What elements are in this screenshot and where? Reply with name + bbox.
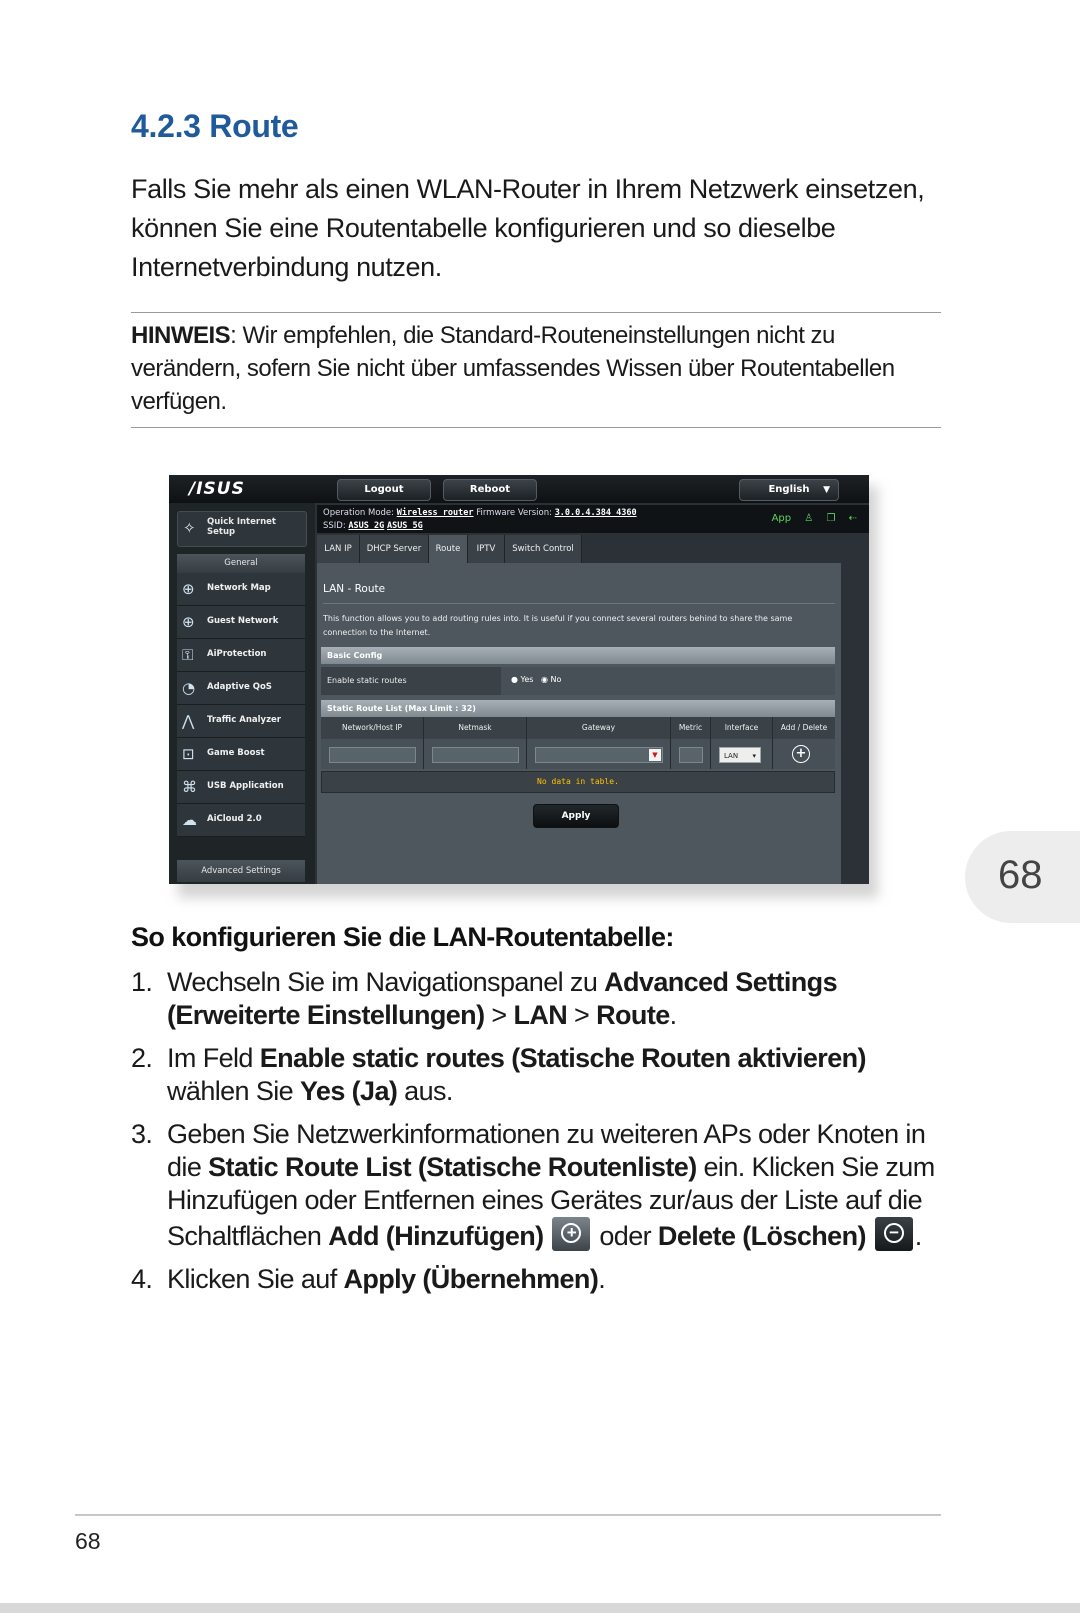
host-ip-input[interactable] xyxy=(329,747,416,763)
ssid-label: SSID: xyxy=(323,521,346,531)
step-number: 3. xyxy=(131,1119,153,1149)
tab-route[interactable]: Route xyxy=(429,535,468,563)
basic-config-header: Basic Config xyxy=(321,647,835,664)
step-2 xyxy=(131,1042,951,1108)
step-text: Geben Sie Netzwerkinformationen zu weiteren APs oder Knoten in die xyxy=(167,1119,926,1182)
step-text: . xyxy=(914,1221,922,1251)
cell-gateway xyxy=(527,739,671,769)
chevron-down-icon: ▾ xyxy=(752,752,756,760)
step-text: > xyxy=(484,1000,514,1030)
step-text: wählen Sie xyxy=(167,1076,300,1106)
col-network-host-ip: Network/Host IP xyxy=(321,717,424,739)
add-icon: + xyxy=(552,1217,590,1251)
status-icons xyxy=(762,513,857,524)
step-text: Im Feld xyxy=(167,1043,260,1073)
wand-icon: ✧ xyxy=(183,519,196,537)
usb-icon[interactable]: ⇠ xyxy=(848,513,857,524)
logout-button[interactable]: Logout xyxy=(337,479,431,501)
step-bold: Yes (Ja) xyxy=(300,1076,398,1106)
radio-no-label: No xyxy=(550,675,562,684)
router-sidebar xyxy=(169,503,315,884)
globe-icon: ⊕ xyxy=(182,580,195,598)
steps-list xyxy=(131,966,951,1306)
step-text: . xyxy=(598,1264,606,1294)
step-number: 2. xyxy=(131,1043,153,1073)
quick-setup-label: Quick Internet Setup xyxy=(207,517,276,537)
radio-yes-label: Yes xyxy=(520,675,534,684)
col-netmask: Netmask xyxy=(424,717,527,739)
footer-divider xyxy=(75,1514,941,1516)
cell-metric xyxy=(671,739,711,769)
step-number: 1. xyxy=(131,967,153,997)
router-infobar xyxy=(317,505,869,533)
col-gateway: Gateway xyxy=(527,717,671,739)
sidebar-item-game-boost[interactable]: ⊡ Game Boost xyxy=(177,738,305,771)
step-text: ein. Klicken Sie zum Hinzufügen oder Entfernen eines Gerätes zur/aus der Liste auf die Schaltflächen xyxy=(167,1152,935,1251)
step-bold: Route xyxy=(596,1000,670,1030)
route-panel xyxy=(317,563,841,884)
advanced-settings-header[interactable]: Advanced Settings xyxy=(177,860,305,882)
gamepad-icon: ⊡ xyxy=(182,745,195,763)
enable-static-routes-row xyxy=(321,667,835,695)
step-bold: Apply (Übernehmen) xyxy=(343,1264,599,1294)
step-bold: LAN xyxy=(513,1000,568,1030)
operation-mode-link[interactable]: Wireless router xyxy=(396,508,474,518)
step-text: Klicken Sie auf xyxy=(167,1264,344,1294)
step-text: aus. xyxy=(397,1076,453,1106)
panel-title: LAN - Route xyxy=(323,583,386,595)
sidebar-item-traffic-analyzer[interactable]: ⋀ Traffic Analyzer xyxy=(177,705,305,738)
add-route-icon[interactable]: + xyxy=(792,745,810,763)
chart-icon: ⋀ xyxy=(182,712,195,730)
delete-icon: − xyxy=(875,1217,913,1251)
user-icon[interactable]: ♙ xyxy=(804,513,814,524)
radio-no[interactable]: ◉ No xyxy=(541,675,562,684)
operation-mode-label: Operation Mode: xyxy=(323,508,395,518)
language-value: English xyxy=(768,484,810,495)
sidebar-item-aicloud[interactable]: ☁ AiCloud 2.0 xyxy=(177,804,305,837)
step-bold: Delete (Löschen) xyxy=(657,1221,866,1251)
page-number-tab xyxy=(965,831,1080,923)
bottom-band xyxy=(0,1603,1080,1613)
note-text: : Wir empfehlen, die Standard-Routeneinstellungen nicht zu verändern, sofern Sie nicht über umfassendes Wissen über Routentabellen verfügen. xyxy=(131,322,895,415)
step-bold: Advanced Settings (Erweiterte Einstellungen) xyxy=(167,967,837,1030)
step-text: . xyxy=(669,1000,677,1030)
step-text: > xyxy=(567,1000,597,1030)
reboot-button[interactable]: Reboot xyxy=(443,479,537,501)
sidebar-item-network-map[interactable]: ⊕ Network Map xyxy=(177,573,305,606)
cell-host-ip xyxy=(321,739,424,769)
sidebar-item-guest-network[interactable]: ⊕ Guest Network xyxy=(177,606,305,639)
static-route-list-header: Static Route List (Max Limit : 32) xyxy=(321,700,835,717)
no-data-message: No data in table. xyxy=(321,771,835,793)
tab-iptv[interactable]: IPTV xyxy=(468,535,505,563)
router-screenshot xyxy=(169,475,869,884)
enable-static-routes-options xyxy=(501,667,835,695)
route-input-row xyxy=(321,739,835,769)
interface-value: LAN xyxy=(724,752,739,760)
page-tab-number: 68 xyxy=(998,853,1043,897)
step-3 xyxy=(131,1118,951,1253)
netmask-input[interactable] xyxy=(432,747,519,763)
tab-switch-control[interactable]: Switch Control xyxy=(505,535,582,563)
gateway-input[interactable] xyxy=(535,747,663,763)
operation-mode-line xyxy=(323,508,637,518)
footer-page-number: 68 xyxy=(75,1528,101,1554)
router-tabs xyxy=(317,535,869,563)
note-label: HINWEIS xyxy=(131,322,231,349)
intro-paragraph: Falls Sie mehr als einen WLAN-Router in Ihrem Netzwerk einsetzen, können Sie eine Routentabelle konfigurieren und so dieselbe Internetverbindung nutzen. xyxy=(131,174,925,282)
gateway-dropdown-icon[interactable]: ▼ xyxy=(649,749,661,761)
enable-static-routes-label: Enable static routes xyxy=(327,676,407,685)
step-text: Wechseln Sie im Navigationspanel zu xyxy=(167,967,605,997)
step-bold: Enable static routes (Statische Routen aktivieren) xyxy=(259,1043,866,1073)
panel-divider xyxy=(323,603,835,604)
puzzle-icon: ⌘ xyxy=(182,778,197,796)
step-4 xyxy=(131,1263,951,1296)
step-text: oder xyxy=(599,1221,658,1251)
globe-icon: ⊕ xyxy=(182,613,195,631)
general-header: General xyxy=(177,554,305,573)
sidebar-item-adaptive-qos[interactable]: ◔ Adaptive QoS xyxy=(177,672,305,705)
ssid-2g-link[interactable]: ASUS_2G xyxy=(348,521,385,531)
app-label[interactable]: App xyxy=(771,513,792,524)
steps-title: So konfigurieren Sie die LAN-Routentabelle: xyxy=(131,922,674,952)
router-topbar xyxy=(169,475,869,503)
step-bold: Static Route List (Statische Routenliste) xyxy=(208,1152,697,1182)
firmware-label: Firmware Version: xyxy=(476,508,552,518)
panel-description: This function allows you to add routing rules into. It is useful if you connect several routers behind to share the same connection to the Internet. xyxy=(323,614,793,637)
apply-button[interactable]: Apply xyxy=(533,804,619,828)
tab-dhcp-server[interactable]: DHCP Server xyxy=(360,535,429,563)
col-interface: Interface xyxy=(711,717,773,739)
route-table-header xyxy=(321,717,835,739)
cell-interface xyxy=(711,739,773,769)
firmware-link[interactable]: 3.0.0.4.384_4360 xyxy=(554,508,637,518)
step-1 xyxy=(131,966,951,1032)
ssid-5g-link[interactable]: ASUS_5G xyxy=(386,521,423,531)
cell-add xyxy=(773,739,835,769)
metric-input[interactable] xyxy=(679,747,703,763)
note-box xyxy=(131,312,941,428)
quick-internet-setup-button[interactable] xyxy=(177,511,307,547)
tab-lan-ip[interactable]: LAN IP xyxy=(317,535,360,563)
step-number: 4. xyxy=(131,1264,153,1294)
radio-yes[interactable]: ● Yes xyxy=(511,675,534,684)
cloud-icon: ☁ xyxy=(182,811,197,829)
sidebar-item-aiprotection[interactable]: ⚿ AiProtection xyxy=(177,639,305,672)
ssid-line xyxy=(323,521,423,531)
section-title: 4.2.3 Route xyxy=(131,108,299,144)
col-add-delete: Add / Delete xyxy=(780,723,828,732)
cell-netmask xyxy=(424,739,527,769)
sidebar-item-usb-application[interactable]: ⌘ USB Application xyxy=(177,771,305,804)
gauge-icon: ◔ xyxy=(182,679,196,697)
copy-icon[interactable]: ❐ xyxy=(826,513,836,524)
col-metric: Metric xyxy=(671,717,711,739)
interface-select[interactable] xyxy=(719,747,761,763)
language-select[interactable] xyxy=(739,479,839,501)
lock-icon: ⚿ xyxy=(182,646,194,664)
step-bold: Add (Hinzufügen) xyxy=(328,1221,544,1251)
asus-logo: /ISUS xyxy=(189,479,245,499)
chevron-down-icon: ▼ xyxy=(823,485,830,495)
